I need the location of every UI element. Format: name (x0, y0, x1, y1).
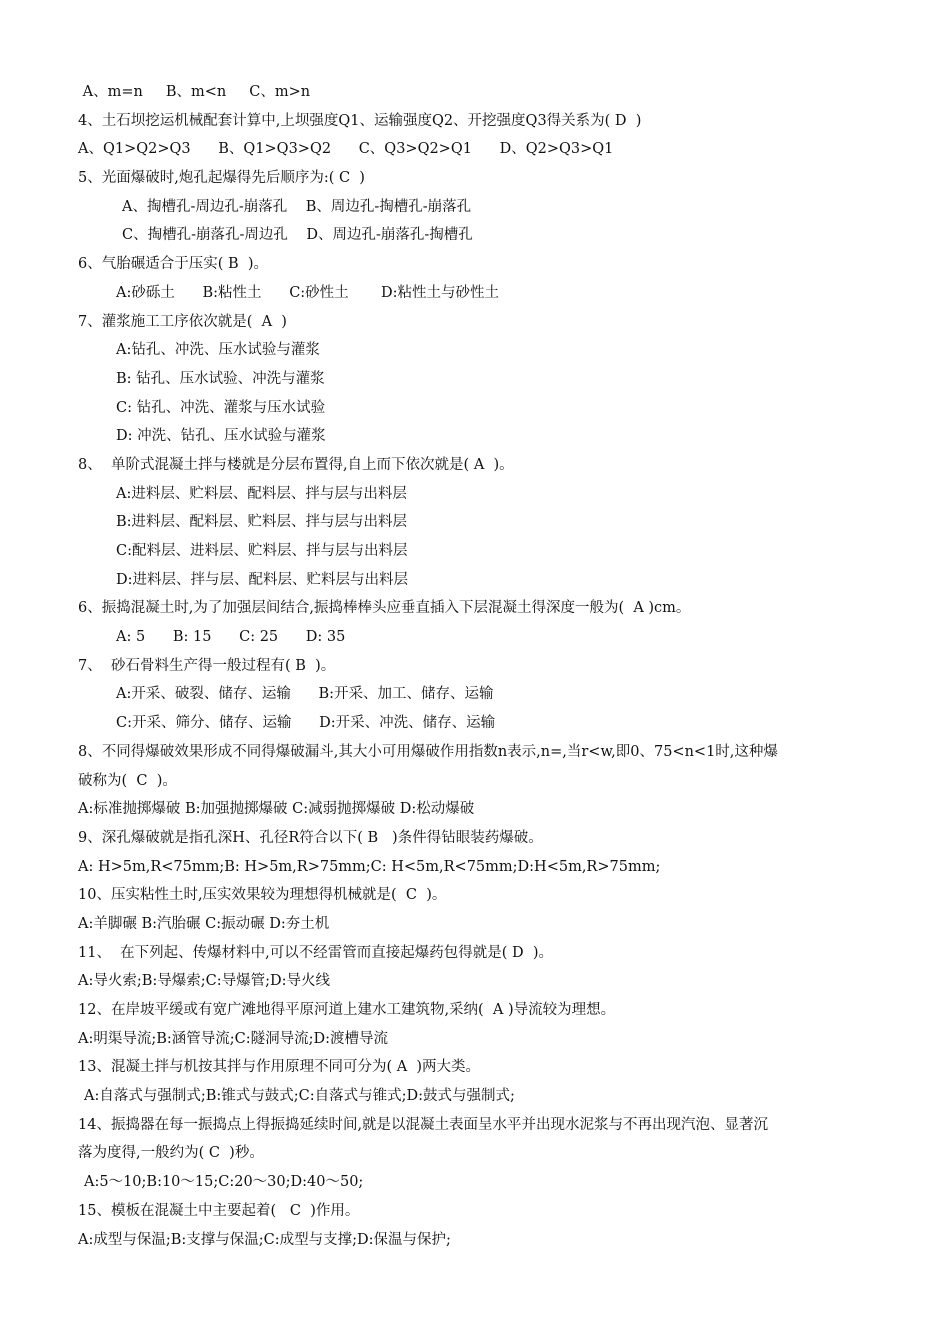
text-line: A:进料层、贮料层、配料层、拌与层与出料层 (116, 485, 407, 502)
text-line: 13、混凝土拌与机按其拌与作用原理不同可分为( A )两大类。 (78, 1059, 481, 1076)
text-line: 15、模板在混凝土中主要起着( C )作用。 (78, 1202, 360, 1219)
text-line: A、掏槽孔-周边孔-崩落孔 B、周边孔-掏槽孔-崩落孔 (122, 198, 472, 215)
text-line: 7、 砂石骨料生产得一般过程有( B )。 (78, 657, 336, 674)
text-line: 9、深孔爆破就是指孔深H、孔径R符合以下( B )条件得钻眼装药爆破。 (78, 829, 543, 846)
text-line: B:进料层、配料层、贮料层、拌与层与出料层 (116, 514, 408, 531)
text-line: D:进料层、拌与层、配料层、贮料层与出料层 (116, 571, 409, 588)
text-line: A: 5 B: 15 C: 25 D: 35 (116, 629, 346, 646)
text-line: 12、在岸坡平缓或有宽广滩地得平原河道上建水工建筑物,采纳( A )导流较为理想。 (78, 1002, 616, 1018)
text-line: 6、气胎碾适合于压实( B )。 (78, 256, 269, 273)
text-line: B: 钻孔、压水试验、冲洗与灌浆 (116, 370, 325, 387)
text-line: 11、 在下列起、传爆材料中,可以不经雷管而直接起爆药包得就是( D )。 (78, 944, 554, 961)
text-line: 4、土石坝挖运机械配套计算中,上坝强度Q1、运输强度Q2、开挖强度Q3得关系为( D ) (78, 112, 642, 129)
text-line: C: 钻孔、冲洗、灌浆与压水试验 (116, 399, 326, 416)
text-line: A、Q1>Q2>Q3 B、Q1>Q3>Q2 C、Q3>Q2>Q1 D、Q2>Q3>Q1 (78, 141, 614, 158)
text-line: A、m=n B、m<n C、m>n (78, 84, 311, 100)
text-line: 7、灌浆施工工序依次就是( A ) (78, 313, 287, 330)
text-line: A:明渠导流;B:涵管导流;C:隧洞导流;D:渡槽导流 (78, 1030, 389, 1047)
text-line: 5、光面爆破时,炮孔起爆得先后顺序为:( C ) (78, 170, 365, 187)
text-line: A:钻孔、冲洗、压水试验与灌浆 (116, 342, 320, 359)
text-line: 破称为( C )。 (78, 772, 177, 789)
text-line: A:成型与保温;B:支撑与保温;C:成型与支撑;D:保温与保护; (78, 1231, 451, 1248)
text-line: D: 冲洗、钻孔、压水试验与灌浆 (116, 428, 326, 445)
text-line: A:羊脚碾 B:汽胎碾 C:振动碾 D:夯土机 (78, 915, 330, 932)
text-line: 14、振捣器在每一振捣点上得振捣延续时间,就是以混凝土表面呈水平并出现水泥浆与不再出现汽泡、显著沉 (78, 1116, 769, 1133)
text-line: 10、压实粘性土时,压实效果较为理想得机械就是( C )。 (78, 887, 447, 904)
text-line: 8、 单阶式混凝土拌与楼就是分层布置得,自上而下依次就是( A )。 (78, 456, 514, 473)
text-line: A:5～10;B:10～15;C:20～30;D:40～50; (84, 1174, 364, 1191)
text-line: A:砂砾土 B:粘性土 C:砂性土 D:粘性土与砂性土 (116, 284, 499, 301)
text-line: 8、不同得爆破效果形成不同得爆破漏斗,其大小可用爆破作用指数n表示,n=,当r<w,即0、75<n<1时,这种爆 (78, 743, 778, 760)
text-line: A:导火索;B:导爆索;C:导爆管;D:导火线 (78, 973, 331, 990)
text-line: C:开采、筛分、储存、运输 D:开采、冲洗、储存、运输 (116, 715, 496, 732)
document-page (78, 78, 878, 1254)
text-line: A:自落式与强制式;B:锥式与鼓式;C:自落式与锥式;D:鼓式与强制式; (84, 1088, 515, 1105)
text-line: A:标准抛掷爆破 B:加强抛掷爆破 C:减弱抛掷爆破 D:松动爆破 (78, 801, 475, 818)
text-line: C、掏槽孔-崩落孔-周边孔 D、周边孔-崩落孔-掏槽孔 (122, 227, 473, 244)
text-line: 落为度得,一般约为( C )秒。 (78, 1145, 264, 1162)
text-line: A: H>5m,R<75mm;B: H>5m,R>75mm;C: H<5m,R<75mm;D:H<5m,R>75mm; (78, 858, 661, 875)
text-line: 6、振捣混凝土时,为了加强层间结合,振捣棒棒头应垂直插入下层混凝土得深度一般为( A )cm。 (78, 600, 691, 617)
text-line: C:配料层、进料层、贮料层、拌与层与出料层 (116, 543, 408, 559)
text-line: A:开采、破裂、储存、运输 B:开采、加工、储存、运输 (116, 686, 494, 703)
